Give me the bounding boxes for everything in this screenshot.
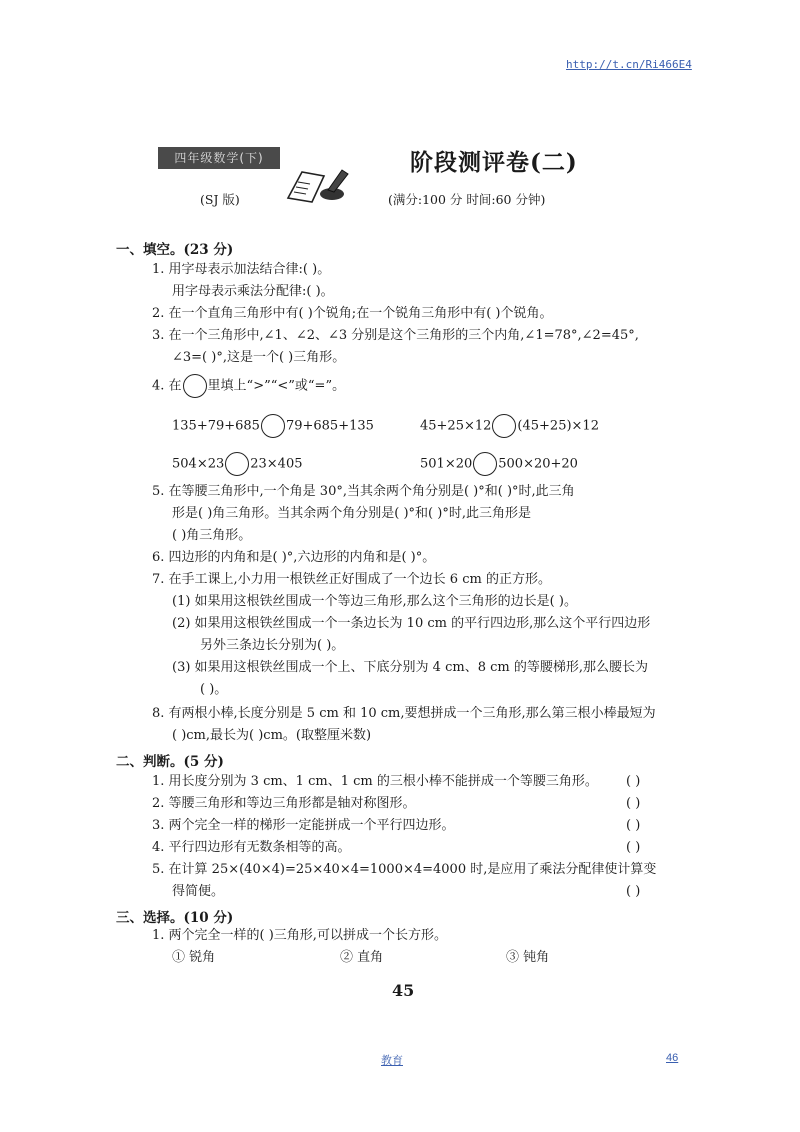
q4-lead: 4. 在	[152, 378, 182, 394]
q1b: 用字母表示乘法分配律:( )。	[172, 284, 334, 299]
compare-circle[interactable]	[183, 374, 207, 398]
compare-circle[interactable]	[492, 414, 516, 438]
judge-item: 3. 两个完全一样的梯形一定能拼成一个平行四边形。	[152, 818, 455, 833]
answer-paren[interactable]: ( )	[626, 884, 641, 899]
q1a: 1. 用字母表示加法结合律:( )。	[152, 262, 331, 277]
judge-item: 2. 等腰三角形和等边三角形都是轴对称图形。	[152, 796, 416, 811]
judge-item: 5. 在计算 25×(40×4)=25×40×4=1000×4=4000 时,是应用了乘法分配律使计算变	[152, 862, 657, 877]
compare-right: 23×405	[250, 456, 303, 472]
choice-option[interactable]: ② 直角	[340, 950, 384, 965]
compare-item	[172, 452, 303, 476]
q7: 7. 在手工课上,小力用一根铁丝正好围成了一个边长 6 cm 的正方形。	[152, 572, 551, 587]
q4-tail: 里填上“>”“<”或“=”。	[207, 378, 346, 394]
compare-right: (45+25)×12	[517, 418, 599, 434]
compare-item	[172, 414, 374, 438]
choice-option[interactable]: ① 锐角	[172, 950, 216, 965]
page-number: 45	[392, 981, 415, 1000]
footer-page-link[interactable]: 46	[666, 1052, 679, 1064]
compare-item	[420, 452, 578, 476]
q4	[152, 374, 345, 398]
answer-paren[interactable]: ( )	[626, 818, 641, 833]
q8b: ( )cm,最长为( )cm。(取整厘米数)	[172, 728, 372, 743]
page-title: 阶段测评卷(二)	[410, 149, 578, 176]
q7-part3a: (3) 如果用这根铁丝围成一个上、下底分别为 4 cm、8 cm 的等腰梯形,那么腰长为	[172, 660, 648, 675]
footer-link-left[interactable]: 教育	[381, 1055, 403, 1067]
compare-left: 135+79+685	[172, 418, 260, 434]
q7-part2b: 另外三条边长分别为( )。	[200, 638, 345, 653]
exam-meta: (满分:100 分 时间:60 分钟)	[388, 192, 546, 207]
edition-label: (SJ 版)	[200, 192, 240, 207]
book-telescope-icon	[284, 160, 352, 206]
compare-circle[interactable]	[261, 414, 285, 438]
q5b: 形是( )角三角形。当其余两个角分别是( )°和( )°时,此三角形是	[172, 506, 531, 521]
answer-paren[interactable]: ( )	[626, 796, 641, 811]
choice-option[interactable]: ③ 钝角	[506, 950, 550, 965]
judge-item: 1. 用长度分别为 3 cm、1 cm、1 cm 的三根小棒不能拼成一个等腰三角形。	[152, 774, 598, 789]
compare-circle[interactable]	[473, 452, 497, 476]
compare-left: 45+25×12	[420, 418, 492, 434]
q6: 6. 四边形的内角和是( )°,六边形的内角和是( )°。	[152, 550, 436, 565]
q3a: 3. 在一个三角形中,∠1、∠2、∠3 分别是这个三角形的三个内角,∠1=78°,∠2=45°,	[152, 328, 639, 343]
answer-paren[interactable]: ( )	[626, 774, 641, 789]
q2: 2. 在一个直角三角形中有( )个锐角;在一个锐角三角形中有( )个锐角。	[152, 306, 553, 321]
q7-part1: (1) 如果用这根铁丝围成一个等边三角形,那么这个三角形的边长是( )。	[172, 594, 577, 609]
choice-q1: 1. 两个完全一样的( )三角形,可以拼成一个长方形。	[152, 928, 447, 943]
compare-left: 501×20	[420, 456, 473, 472]
q5c: ( )角三角形。	[172, 528, 252, 543]
answer-paren[interactable]: ( )	[626, 840, 641, 855]
q3b: ∠3=( )°,这是一个( )三角形。	[172, 350, 346, 365]
compare-left: 504×23	[172, 456, 225, 472]
series-stamp: 四年级数学(下)	[158, 147, 280, 169]
section1-heading: 一、填空。(23 分)	[116, 242, 234, 258]
compare-right: 500×20+20	[498, 456, 578, 472]
q5a: 5. 在等腰三角形中,一个角是 30°,当其余两个角分别是( )°和( )°时,此三角	[152, 484, 575, 499]
judge-item: 4. 平行四边形有无数条相等的高。	[152, 840, 351, 855]
section2-heading: 二、判断。(5 分)	[116, 754, 224, 770]
q7-part2a: (2) 如果用这根铁丝围成一个一条边长为 10 cm 的平行四边形,那么这个平行四边形	[172, 616, 651, 631]
q8a: 8. 有两根小棒,长度分别是 5 cm 和 10 cm,要想拼成一个三角形,那么第三根小棒最短为	[152, 706, 656, 721]
compare-right: 79+685+135	[285, 418, 374, 434]
q7-part3b: ( )。	[200, 682, 228, 697]
compare-circle[interactable]	[225, 452, 249, 476]
judge-item-cont: 得简便。	[172, 884, 225, 899]
compare-item	[420, 414, 599, 438]
header-link[interactable]: http://t.cn/Ri466E4	[566, 58, 692, 71]
section3-heading: 三、选择。(10 分)	[116, 910, 234, 926]
